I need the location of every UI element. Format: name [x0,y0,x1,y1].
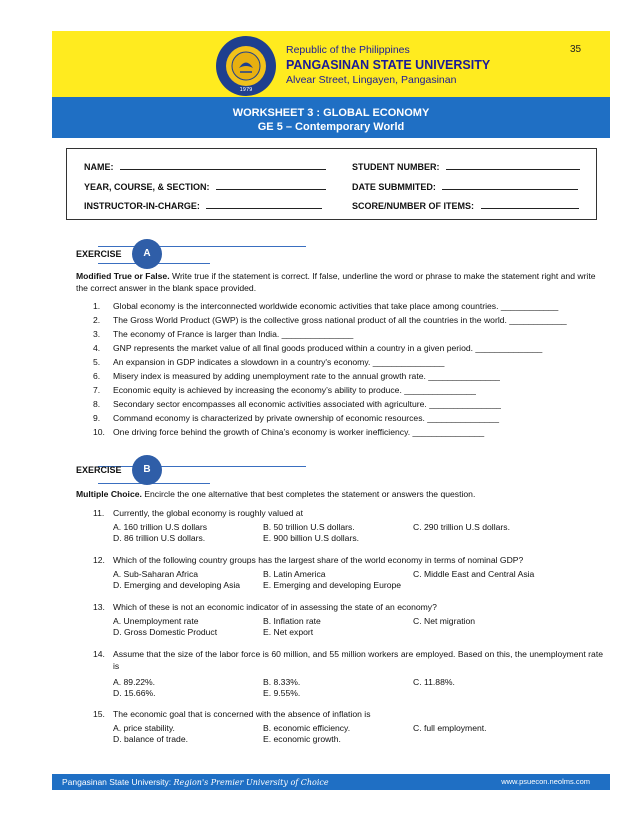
option[interactable]: A. Sub-Saharan Africa [113,569,199,579]
item-number: 8. [93,399,101,409]
footer-motto: Region's Premier University of Choice [173,778,329,787]
exercise-a-items [93,299,613,439]
item-text: One driving force behind the growth of China’s economy is worker inefficiency. _______________ [113,427,485,437]
item-number: 9. [93,413,101,423]
item-number: 3. [93,329,101,339]
student-number-blank[interactable] [446,160,580,170]
option[interactable]: C. 290 trillion U.S dollars. [413,522,510,532]
name-blank[interactable] [120,160,326,170]
option[interactable]: C. full employment. [413,723,487,733]
question-text: Currently, the global economy is roughly valued at [113,508,303,518]
exercise-a-label: EXERCISE [76,249,122,259]
question-number: 15. [93,709,105,719]
item-number: 4. [93,343,101,353]
option[interactable]: B. 50 trillion U.S dollars. [263,522,355,532]
question-14 [93,648,609,699]
option[interactable]: C. 11.88%. [413,677,455,687]
list-item [93,313,613,327]
option[interactable]: E. economic growth. [263,734,341,744]
option[interactable]: A. Unemployment rate [113,616,199,626]
option[interactable]: D. 15.66%. [113,688,156,698]
footer-university: Pangasinan State University: [62,777,172,787]
worksheet-title-bar [52,97,610,138]
list-item [93,355,613,369]
date-submitted-blank[interactable] [442,180,578,190]
option[interactable]: C. Middle East and Central Asia [413,569,535,579]
list-item [93,425,613,439]
item-text: The Gross World Product (GWP) is the collective gross national product of all the countries in the world. ____________ [113,315,567,325]
option[interactable]: A. 89.22%. [113,677,156,687]
exercise-b-instructions [76,488,604,500]
option[interactable]: B. Inflation rate [263,616,321,626]
option[interactable]: E. 9.55%. [263,688,301,698]
option[interactable]: E. Net export [263,627,314,637]
question-text: Assume that the size of the labor force is 60 million, and 55 million workers are employed. Based on this, the unemployment rate is [113,649,603,671]
date-submitted-label: DATE SUBMMITED: [352,182,436,192]
question-11 [93,507,609,544]
option[interactable]: A. price stability. [113,723,175,733]
option[interactable]: A. 160 trillion U.S dollars [113,522,208,532]
year-course-section-field [84,180,326,192]
question-number: 11. [93,508,105,518]
item-number: 1. [93,301,101,311]
university-seal [215,35,277,97]
exercise-a-instructions [76,270,604,294]
exercise-b-instruction-title: Multiple Choice. [76,489,142,499]
year-course-section-label: YEAR, COURSE, & SECTION: [84,182,210,192]
worksheet-title: WORKSHEET 3 : GLOBAL ECONOMY [232,107,430,119]
instructor-label: INSTRUCTOR-IN-CHARGE: [84,201,200,211]
item-number: 7. [93,385,101,395]
list-item [93,383,613,397]
instructor-blank[interactable] [206,199,322,209]
score-label: SCORE/NUMBER OF ITEMS: [352,201,475,211]
question-15 [93,708,609,745]
option[interactable]: C. Net migration [413,616,476,626]
footer-website-link[interactable]: www.psuecon.neolms.com [501,777,590,786]
exercise-a-top-rule [98,246,306,247]
score-blank[interactable] [481,199,579,209]
item-text: Global economy is the interconnected worldwide economic activities that take place among countries. ____________ [113,301,559,311]
item-text: GNP represents the market value of all final goods produced within a country in a given period. ______________ [113,343,543,353]
name-label: NAME: [84,162,114,172]
list-item [93,327,613,341]
option[interactable]: B. Latin America [263,569,326,579]
list-item [93,341,613,355]
item-number: 2. [93,315,101,325]
option[interactable]: D. 86 trillion U.S dollars. [113,533,206,543]
exercise-b-instruction-text: Encircle the one alternative that best completes the statement or answers the question. [144,489,476,499]
item-number: 6. [93,371,101,381]
question-13 [93,601,609,638]
question-number: 13. [93,602,105,612]
university-name: PANGASINAN STATE UNIVERSITY [286,58,491,72]
item-text: Secondary sector encompasses all economic activities associated with agriculture. _______________ [113,399,501,409]
question-text: The economic goal that is concerned with the absence of inflation is [113,709,371,719]
option[interactable]: E. Emerging and developing Europe [263,580,402,590]
year-course-section-blank[interactable] [216,180,326,190]
footer-bar [52,774,610,790]
header-text [286,44,490,86]
exercise-b-label: EXERCISE [76,465,122,475]
list-item [93,411,613,425]
exercise-b-badge: B [132,455,162,485]
option[interactable]: B. economic efficiency. [263,723,351,733]
country-name: Republic of the Philippines [286,44,410,56]
question-number: 12. [93,555,105,565]
seal-year: 1979 [239,87,253,93]
exercise-a-instruction-title: Modified True or False. [76,271,170,281]
item-text: An expansion in GDP indicates a slowdown in a country's economy. _______________ [113,357,445,367]
question-text: Which of the following country groups has the largest share of the world economy in terms of nominal GDP? [113,555,524,565]
instructor-field [84,199,322,211]
list-item [93,369,613,383]
footer-left [62,774,329,791]
page-number: 35 [570,44,582,55]
item-text: The economy of France is larger than India. _______________ [113,329,354,339]
list-item [93,299,613,313]
option[interactable]: D. Emerging and developing Asia [113,580,241,590]
student-number-label: STUDENT NUMBER: [352,162,440,172]
exercise-b-top-rule [98,466,306,467]
question-text: Which of these is not an economic indicator of in assessing the state of an economy? [113,602,437,612]
item-number: 5. [93,357,101,367]
option[interactable]: D. Gross Domestic Product [113,627,218,637]
item-text: Economic equity is achieved by increasing the economy’s ability to produce. _______________ [113,385,476,395]
list-item [93,397,613,411]
item-number: 10. [93,427,105,437]
option[interactable]: D. balance of trade. [113,734,189,744]
name-field [84,160,326,172]
course-title: GE 5 – Contemporary World [257,121,405,133]
exercise-a-instruction-text: Write true if the statement is correct. If false, underline the word or phrase to make the statement right and write the correct answer in the blank space provided. [76,271,596,293]
option[interactable]: B. 8.33%. [263,677,301,687]
university-address: Alvear Street, Lingayen, Pangasinan [286,74,457,86]
date-submitted-field [352,180,578,192]
score-field [352,199,579,211]
item-text: Misery index is measured by adding unemployment rate to the annual growth rate. _______________ [113,371,500,381]
question-12 [93,554,609,591]
option[interactable]: E. 900 billion U.S dollars. [263,533,360,543]
student-number-field [352,160,580,172]
item-text: Command economy is characterized by private ownership of economic resources. _______________ [113,413,499,423]
exercise-a-badge: A [132,239,162,269]
question-number: 14. [93,649,105,659]
